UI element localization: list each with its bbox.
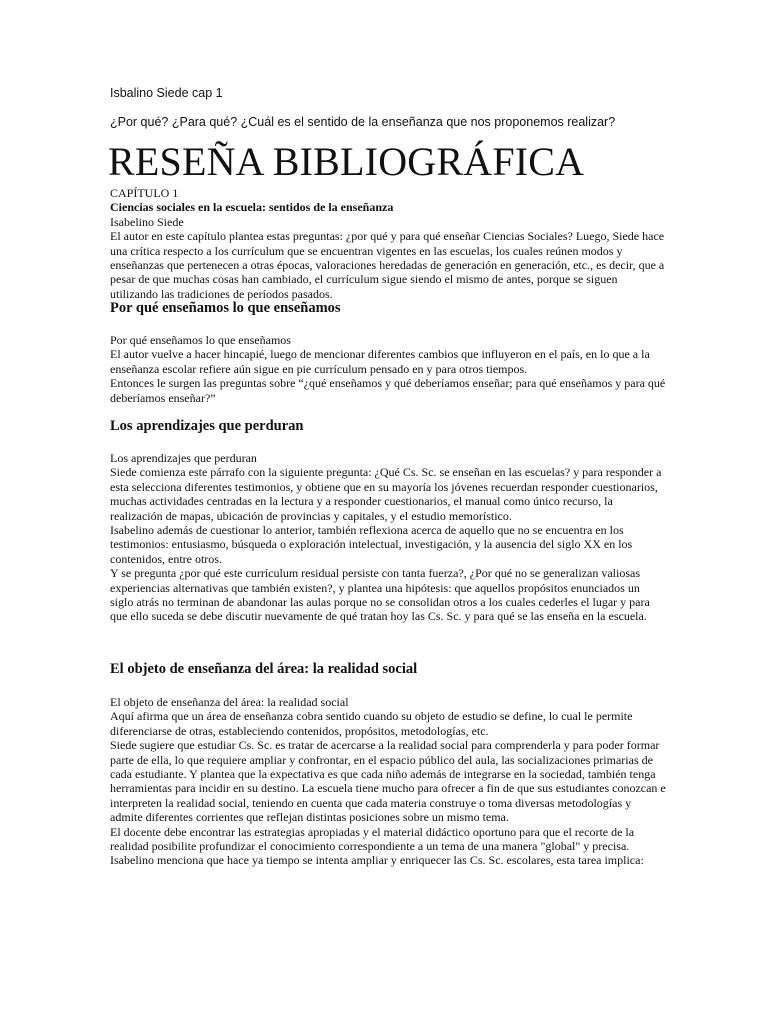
section-paragraph: Aquí afirma que un área de enseñanza cobra sentido cuando su objeto de estudio se define, lo cual le permite diferenciarse de otras, estableciendo contenidos, propósitos, metodologías, etc. (110, 709, 633, 738)
document-title: RESEÑA BIBLIOGRÁFICA (108, 139, 585, 184)
section-body (110, 451, 666, 624)
section-heading: Los aprendizajes que perduran (110, 418, 304, 434)
section-heading: El objeto de enseñanza del área: la realidad social (110, 661, 418, 677)
section-paragraph: Isabelino menciona que hace ya tiempo se intenta ampliar y enriquecer las Cs. Sc. escolares, esta tarea implica: (110, 853, 644, 868)
section-body (110, 695, 666, 868)
section-label: Por qué enseñamos lo que enseñamos (110, 333, 291, 347)
section-paragraph: Siede sugiere que estudiar Cs. Sc. es tratar de acercarse a la realidad social para comprenderla y para poder formar parte de ella, lo que requiere ampliar y confrontar, en el espacio público del aula, las socializaciones primarias de cada estudiante. Y plantea que la expectativa es que cada niño además de integrarse en la sociedad, también tenga herramientas para incidir en su destino. La escuela tiene mucho para ofrecer a fin de que sus estudiantes conozcan e interpreten la realidad social, teniendo en cuenta que cada materia construye o toma diversas metodologías y admite diferentes corrientes que reflejan distintas posiciones sobre un mismo tema. (110, 738, 666, 825)
section-paragraph: Y se pregunta ¿por qué este currículum residual persiste con tanta fuerza?, ¿Por qué no se generalizan valiosas experiencias alternativas que también existen?, y plantea una hipótesis: que aquellos propósitos enunciados un siglo atrás no terminan de abandonar las aulas porque no se consolidan otros a los cuales cederles el lugar y para que ello suceda se debe discutir nuevamente de qué tratan hoy las Cs. Sc. y para qué se las enseña en la escuela. (110, 566, 650, 624)
section-label: Los aprendizajes que perduran (110, 451, 257, 465)
header-questions-line: ¿Por qué? ¿Para qué? ¿Cuál es el sentido de la enseñanza que nos proponemos realizar? (110, 115, 616, 129)
chapter-label: CAPÍTULO 1 (110, 186, 179, 200)
section-paragraph: El docente debe encontrar las estrategias apropiadas y el material didáctico oportuno para que el recorte de la realidad posibilite profundizar el conocimiento correspondiente a un tema de una manera "global" y precisa. (110, 824, 635, 854)
section-paragraph: Siede comienza este párrafo con la siguiente pregunta: ¿Qué Cs. Sc. se enseñan en las escuelas? y para responder a esta selecciona diferentes testimonios, y obtiene que en su mayoría los jóvenes recuerdan responder cuestionarios, muchas actividades centradas en la lectura y a responder cuestionarios, el manual como único recurso, la realización de mapas, ubicación de provincias y capitales, y el estudio memorístico. (110, 465, 662, 523)
section-paragraph: Isabelino además de cuestionar lo anterior, también reflexiona acerca de aquello que no se encuentra en los testimonios: entusiasmo, búsqueda o exploración intelectual, investigación, y la ausencia del siglo XX en los contenidos, entre otros. (110, 523, 633, 566)
author-name: Isabelino Siede (110, 214, 184, 229)
section-paragraph: El autor vuelve a hacer hincapié, luego de mencionar diferentes cambios que influyeron en el país, en lo que a la enseñanza escolar refiere aún sigue en pie currículum pensado en y para otros tiempos. (110, 347, 650, 376)
section-paragraph: Entonces le surgen las preguntas sobre “¿qué enseñamos y qué deberíamos enseñar; para qué enseñamos y para qué deberíamos enseñar?” (110, 376, 666, 405)
section-label: El objeto de enseñanza del área: la realidad social (110, 695, 349, 709)
intro-block (110, 186, 666, 301)
section-body (110, 333, 666, 405)
intro-paragraph: El autor en este capítulo plantea estas preguntas: ¿por qué y para qué enseñar Ciencias Sociales? Luego, Siede hace una crítica respecto a los currículum que se encuentran vigentes en las escuelas, los cuales reúnen modos y enseñanzas que pertenecen a otras épocas, valoraciones heredadas de generación en generación, etc., es decir, que a pesar de que muchas cosas han cambiado, el currículum sigue siendo el mismo de antes, porque se siguen utilizando las tradiciones de períodos pasados. (110, 229, 665, 301)
section-heading: Por qué enseñamos lo que enseñamos (110, 300, 341, 316)
chapter-subtitle: Ciencias sociales en la escuela: sentidos de la enseñanza (110, 200, 394, 215)
header-author-line: Isbalino Siede cap 1 (110, 86, 223, 100)
